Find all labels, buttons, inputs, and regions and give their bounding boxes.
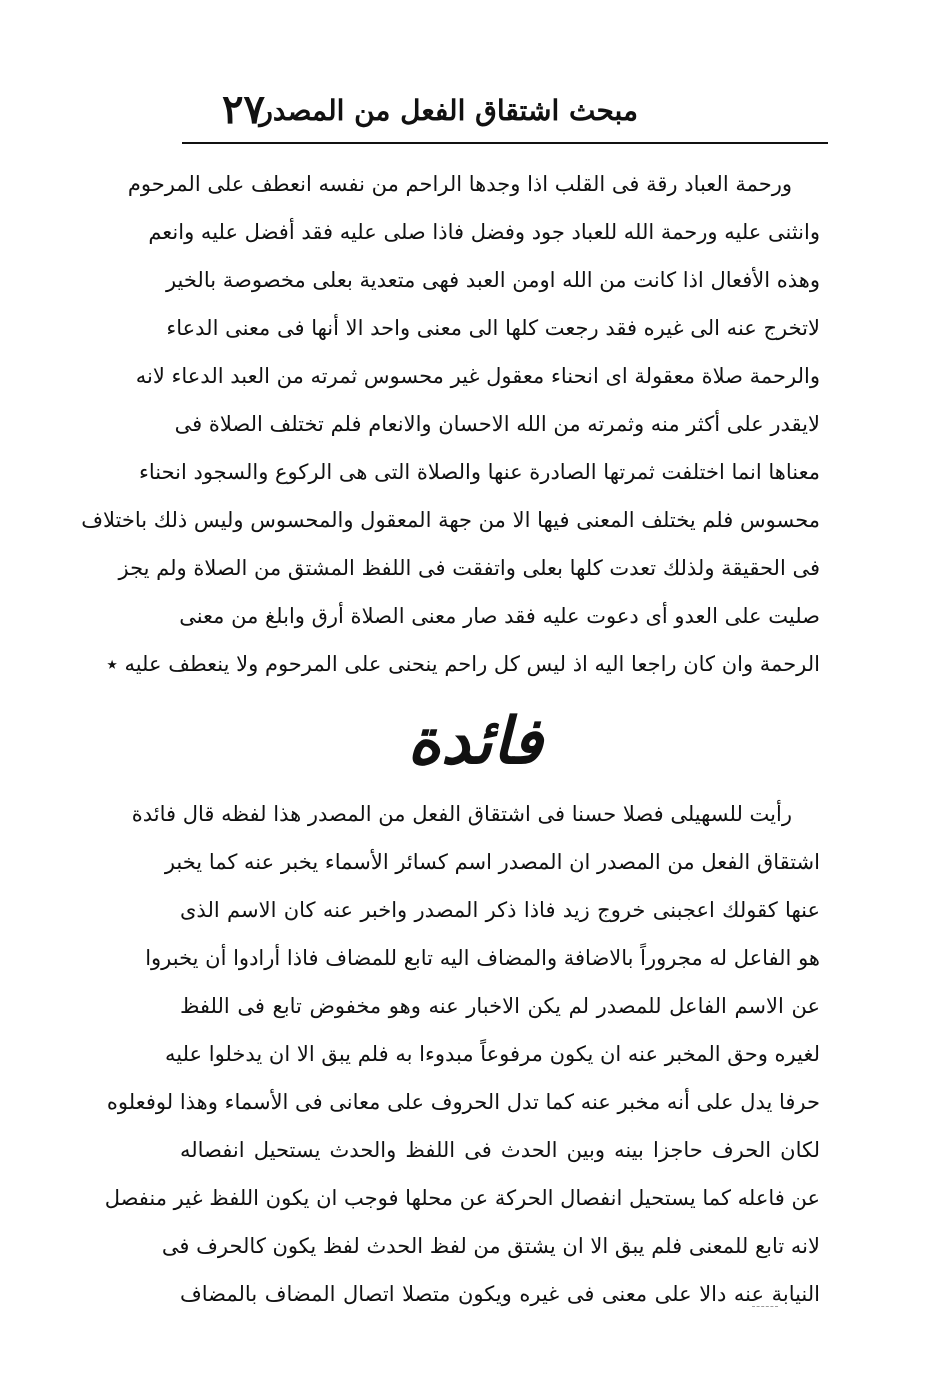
text-line: محسوس فلم يختلف المعنى فيها الا من جهة المعقول والمحسوس وليس ذلك باختلاف <box>81 508 820 532</box>
page-header <box>182 86 828 142</box>
text-line: هو الفاعل له مجروراً بالاضافة والمضاف اليه تابع للمضاف فاذا أرادوا أن يخبروا <box>145 946 820 970</box>
text-line: النيابة عنه دالا على معنى فى غيره ويكون متصلا اتصال المضاف بالمضاف <box>180 1282 820 1306</box>
text-line: الرحمة وان كان راجعا اليه اذ ليس كل راحم ينحنى على المرحوم ولا ينعطف عليه ٭ <box>106 652 820 676</box>
text-line: عن الاسم الفاعل للمصدر لم يكن الاخبار عنه وهو مخفوض تابع فى اللفظ <box>180 994 820 1018</box>
text-line: لايقدر على أكثر منه وثمرته من الله الاحسان والانعام فلم تختلف الصلاة فى <box>174 412 820 436</box>
text-line: والرحمة صلاة معقولة اى انحناء معقول غير محسوس ثمرته من العبد الدعاء لانه <box>135 364 820 388</box>
text-line: رأيت للسهيلى فصلا حسنا فى اشتقاق الفعل من المصدر هذا لفظه قال فائدة <box>131 802 792 826</box>
running-title: مبحث اشتقاق الفعل من المصدر <box>259 94 638 127</box>
text-line: وهذه الأفعال اذا كانت من الله اومن العبد فهى متعدية بعلى مخصوصة بالخير <box>165 268 820 292</box>
text-line: عن فاعله كما يستحيل انفصال الحركة عن محلها فوجب ان يكون اللفظ غير منفصل <box>104 1186 820 1210</box>
text-line: عنها كقولك اعجبنى خروج زيد فاذا ذكر المصدر واخبر عنه كان الاسم الذى <box>180 898 820 922</box>
text-line: فى الحقيقة ولذلك تعدت كلها بعلى واتفقت فى اللفظ المشتق من الصلاة ولم يجز <box>118 556 820 580</box>
text-line: اشتقاق الفعل من المصدر ان المصدر اسم كسائر الأسماء يخبر عنه كما يخبر <box>164 850 820 874</box>
section-heading: فائدة <box>407 704 543 779</box>
text-line: لغيره وحق المخبر عنه ان يكون مرفوعاً مبدوءا به فلم يبق الا ان يدخلوا عليه <box>165 1042 820 1066</box>
paragraph-rahma <box>81 160 820 688</box>
text-line: حرفا يدل على أنه مخبر عنه كما تدل الحروف على معانى فى الأسماء وهذا لوفعلوه <box>106 1090 820 1114</box>
paragraph-fa-ida <box>104 790 820 1318</box>
text-line: صليت على العدو أى دعوت عليه فقد صار معنى الصلاة أرق وابلغ من معنى <box>179 604 820 628</box>
header-rule <box>182 142 828 144</box>
text-line: لكان الحرف حاجزا بينه وبين الحدث فى اللفظ والحدث يستحيل انفصاله <box>180 1138 820 1162</box>
page-number: ٢٧ <box>222 86 265 133</box>
text-line: معناها انما اختلفت ثمرتها الصادرة عنها والصلاة التى هى الركوع والسجود انحناء <box>138 460 820 484</box>
text-line: ورحمة العباد رقة فى القلب اذا وجدها الراحم من نفسه انعطف على المرحوم <box>127 172 792 196</box>
text-line: لاتخرج عنه الى غيره فقد رجعت كلها الى معنى واحد الا أنها فى معنى الدعاء <box>166 316 820 340</box>
text-line: لانه تابع للمعنى فلم يبق الا ان يشتق من لفظ الحدث لفظ يكون كالحرف فى <box>161 1234 820 1258</box>
text-line: وانثنى عليه ورحمة الله للعباد جود وفضل فاذا صلى عليه فقد أفضل عليه وانعم <box>148 220 820 244</box>
catchword-mark <box>752 1306 778 1307</box>
